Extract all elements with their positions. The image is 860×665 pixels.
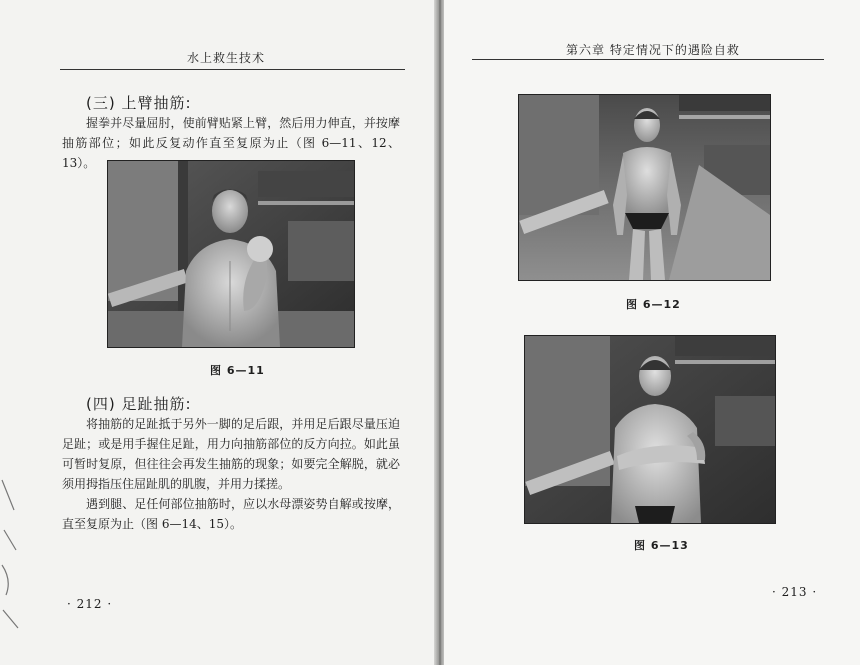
left-header-rule [60, 69, 405, 70]
right-running-head: 第六章 特定情况下的遇险自救 [566, 43, 740, 57]
section-3-title: (三) 上臂抽筋: [86, 94, 192, 112]
figure-6-11-caption: 图 6—11 [210, 364, 265, 377]
figure-6-13-photo [524, 335, 776, 524]
swimmer-arm-across-chest-icon [525, 336, 775, 523]
figure-6-11-photo [107, 160, 355, 348]
section-4-title: (四) 足趾抽筋: [86, 395, 192, 413]
section-4-paragraphs [62, 414, 400, 534]
figure-6-12-photo [518, 94, 771, 281]
left-running-head: 水上救生技术 [187, 51, 266, 65]
section-3-text: 握拳并尽量屈肘，使前臂贴紧上臂，然后用力伸直，并按摩抽筋部位；如此反复动作直至复原为止（图 6—11、12、13）。 [62, 116, 400, 170]
figure-6-12-caption: 图 6—12 [626, 298, 681, 311]
left-page-number: · 212 · [67, 597, 113, 611]
swimmer-arms-straight-icon [519, 95, 770, 280]
section-4-text-1: 将抽筋的足趾抵于另外一脚的足后跟，并用足后跟尽量压迫足趾；或是用手握住足趾，用力向抽筋部位的反方向拉。如此虽可暂时复原，但往往会再发生抽筋的现象；如要完全解脱，就必须用拇指压住屈趾肌的肌腹，并用力揉搓。 [62, 417, 400, 491]
right-header-rule [472, 59, 824, 60]
swimmer-fist-raised-icon [108, 161, 354, 347]
right-page [444, 0, 860, 665]
margin-scribble-icon [0, 470, 22, 630]
right-page-number: · 213 · [772, 585, 818, 599]
section-4-text-2: 遇到腿、足任何部位抽筋时，应以水母漂姿势自解或按摩，直至复原为止（图 6—14、15）。 [62, 497, 400, 531]
figure-6-13-caption: 图 6—13 [634, 539, 689, 552]
